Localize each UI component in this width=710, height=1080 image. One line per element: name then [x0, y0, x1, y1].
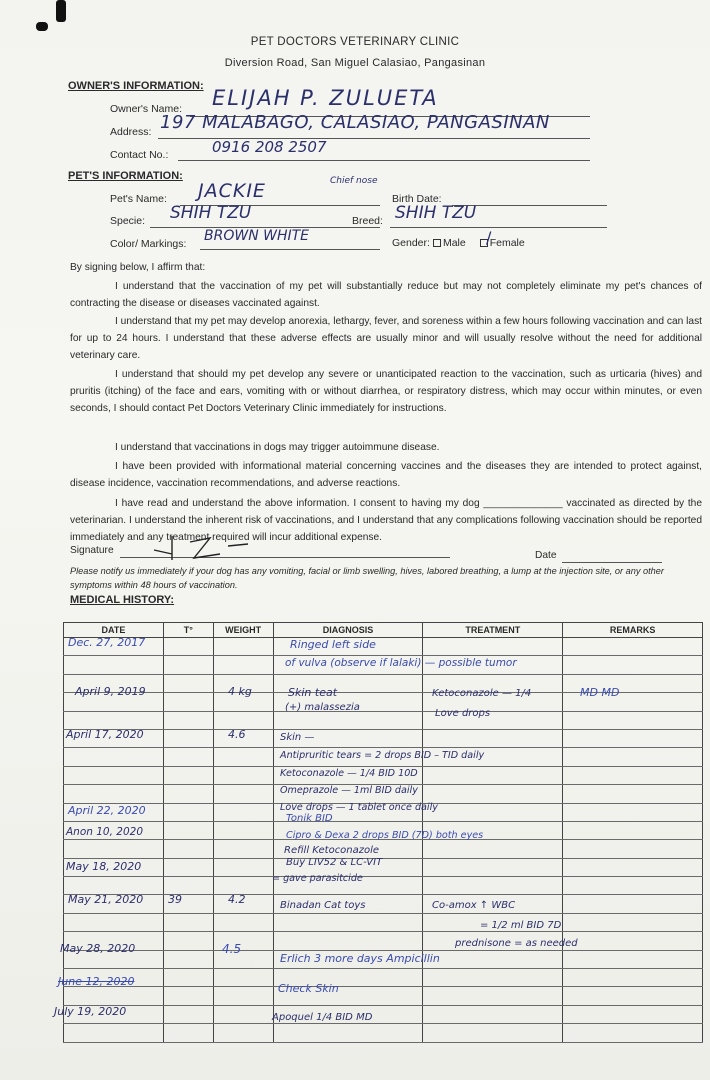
entry-date: Anon 10, 2020: [66, 826, 144, 838]
entry-date: May 18, 2020: [66, 860, 142, 873]
table-cell: [213, 656, 273, 674]
table-cell: [563, 913, 703, 931]
table-cell: [423, 858, 563, 876]
entry-treatment: Co-amox ↑ WBC: [432, 900, 516, 911]
clinic-address: Diversion Road, San Miguel Calasiao, Pangasinan: [224, 57, 486, 69]
entry-weight: 4.2: [228, 893, 246, 906]
consent-p4: [70, 439, 702, 456]
male-checkbox[interactable]: [433, 239, 441, 247]
table-cell: [64, 987, 164, 1005]
entry-diagnosis: Refill Ketoconazole: [284, 845, 380, 856]
breed-label: Breed:: [352, 215, 383, 227]
table-cell: [163, 821, 213, 839]
entry-diagnosis: (+) malassezia: [285, 702, 360, 713]
table-row: [64, 638, 703, 656]
entry-date: April 17, 2020: [66, 728, 144, 741]
table-cell: [64, 1024, 164, 1042]
consent-p6: I have read and understand the above information. I consent to having my dog ______________ vaccinated as directed by the veterinarian. I understand the inherent risk of vaccinations, and I understand that any complications following vaccination should be reported immediately and any treatment required will incur additional expense.: [70, 498, 702, 543]
consent-p6b-text: vaccinated as directed by the veterinarian. I understand the inherent risk of vaccinations, and I understand that any complications following vaccination should be reported immediately and any treatment required will incur additional expense.: [70, 498, 702, 543]
table-cell: [213, 1024, 273, 1042]
date-line: [562, 562, 662, 563]
breed-line: [390, 227, 607, 228]
entry-diagnosis: of vulva (observe if lalaki) — possible tumor: [285, 657, 517, 669]
table-cell: [213, 913, 273, 931]
table-cell: [563, 895, 703, 913]
table-cell: [163, 729, 213, 747]
header-treatment: TREATMENT: [423, 623, 563, 638]
entry-date: May 28, 2020: [60, 942, 136, 955]
table-row: [64, 895, 703, 913]
table-cell: [273, 1024, 423, 1042]
header-date: DATE: [64, 623, 164, 638]
scan-mark: [36, 22, 48, 31]
header-diagnosis: DIAGNOSIS: [273, 623, 423, 638]
entry-treatment: prednisone = as needed: [455, 938, 578, 949]
signature-drawing: [150, 532, 270, 562]
table-cell: [423, 766, 563, 784]
gender-field: [392, 237, 525, 249]
table-cell: [563, 1024, 703, 1042]
entry-diagnosis: Check Skin: [278, 982, 339, 995]
table-cell: [163, 913, 213, 931]
table-cell: [163, 803, 213, 821]
table-cell: [213, 987, 273, 1005]
entry-temp: 39: [168, 893, 182, 906]
entry-date: June 12, 2020: [58, 975, 135, 988]
table-cell: [64, 656, 164, 674]
owner-name-value: ELIJAH P. ZULUETA: [212, 86, 439, 110]
table-cell: [213, 821, 273, 839]
table-cell: [163, 638, 213, 656]
color-value: BROWN WHITE: [204, 228, 310, 244]
table-cell: [64, 766, 164, 784]
male-label: Male: [442, 237, 466, 249]
table-cell: [563, 766, 703, 784]
entry-diagnosis: Ringed left side: [290, 638, 376, 651]
table-cell: [163, 858, 213, 876]
table-row: [64, 913, 703, 931]
table-row: [64, 729, 703, 747]
table-cell: [163, 656, 213, 674]
entry-diagnosis: Antipruritic tears = 2 drops BID – TID daily: [280, 750, 485, 761]
table-cell: [213, 969, 273, 987]
entry-diagnosis: Skin teat: [288, 686, 338, 699]
consent-p6a-text: I have read and understand the above information. I consent to having my dog: [115, 498, 480, 509]
consent-intro: By signing below, I affirm that:: [70, 262, 206, 273]
entry-weight: 4.5: [222, 942, 242, 956]
consent-p3: [70, 366, 702, 417]
owner-section-title: OWNER'S INFORMATION:: [68, 80, 204, 92]
table-cell: [423, 729, 563, 747]
table-cell: [563, 877, 703, 895]
table-row: [64, 987, 703, 1005]
pet-name-note: Chief nose: [330, 176, 378, 186]
notification-note: Please notify us immediately if your dog has any vomiting, facial or limb swelling, hives, labored breathing, a lump at the injection site, or any other symptoms within 48 hours of vaccination.: [70, 566, 664, 590]
consent-p2: [70, 313, 702, 364]
entry-diagnosis: = gave parasitcide: [272, 873, 363, 884]
medical-section-title: MEDICAL HISTORY:: [70, 594, 175, 606]
color-label: Color/ Markings:: [110, 238, 187, 250]
owner-contact-line: [178, 160, 590, 161]
header-weight: WEIGHT: [213, 623, 273, 638]
table-header-row: [64, 623, 703, 638]
header-remarks: REMARKS: [563, 623, 703, 638]
table-row: [64, 969, 703, 987]
scan-mark: [56, 0, 66, 22]
entry-diagnosis: Tonik BID: [286, 813, 333, 824]
table-cell: [163, 748, 213, 766]
table-cell: [423, 1024, 563, 1042]
owner-name-label: Owner's Name:: [110, 103, 183, 115]
entry-diagnosis: Erlich 3 more days Ampicillin: [280, 952, 440, 965]
table-cell: [163, 950, 213, 968]
table-cell: [563, 656, 703, 674]
table-cell: [563, 840, 703, 858]
table-cell: [213, 785, 273, 803]
table-row: [64, 711, 703, 729]
table-cell: [163, 766, 213, 784]
table-cell: [163, 987, 213, 1005]
table-cell: [163, 969, 213, 987]
table-cell: [423, 638, 563, 656]
table-cell: [423, 987, 563, 1005]
entry-treatment: Ketoconazole — 1/4: [432, 688, 532, 699]
table-cell: [213, 1005, 273, 1023]
table-cell: [64, 913, 164, 931]
entry-diagnosis: Omeprazole — 1ml BID daily: [280, 785, 418, 796]
table-cell: [64, 748, 164, 766]
table-cell: [423, 803, 563, 821]
table-cell: [213, 766, 273, 784]
table-cell: [64, 785, 164, 803]
table-row: [64, 1005, 703, 1023]
consent-p1: [70, 278, 702, 312]
table-cell: [563, 729, 703, 747]
table-cell: [163, 840, 213, 858]
consent-p5-text: I have been provided with informational material concerning vaccines and the diseases they are intended to protect against, disease incidence, vaccination recommendations, and adverse reactions.: [70, 461, 702, 489]
table-cell: [163, 1005, 213, 1023]
consent-p4-text: I understand that vaccinations in dogs may trigger autoimmune disease.: [115, 442, 440, 453]
entry-diagnosis: Cipro & Dexa 2 drops BID (7D) both eyes: [286, 830, 484, 841]
table-cell: [563, 987, 703, 1005]
pet-section-title: PET'S INFORMATION:: [68, 170, 183, 182]
table-cell: [423, 969, 563, 987]
table-cell: [273, 913, 423, 931]
table-cell: [563, 1005, 703, 1023]
female-check-mark: /: [486, 228, 492, 247]
table-cell: [423, 877, 563, 895]
pet-name-label: Pet's Name:: [110, 193, 167, 205]
table-cell: [423, 785, 563, 803]
table-cell: [213, 748, 273, 766]
entry-date: Dec. 27, 2017: [68, 636, 146, 649]
table-cell: [563, 785, 703, 803]
female-label: Female: [489, 237, 525, 249]
table-row: [64, 932, 703, 950]
owner-address-label: Address:: [110, 126, 152, 138]
entry-diagnosis: Ketoconazole — 1/4 BID 10D: [280, 768, 418, 779]
consent-p1-text: I understand that the vaccination of my pet will substantially reduce but may not completely eliminate my pet's chances of contracting the disease or diseases vaccinated against.: [70, 281, 702, 309]
birth-date-label: Birth Date:: [392, 193, 442, 205]
header-temp: T°: [163, 623, 213, 638]
pet-name-value: JACKIE: [198, 180, 266, 202]
table-cell: [273, 711, 423, 729]
gender-label: Gender:: [392, 237, 430, 249]
entry-date: April 22, 2020: [68, 804, 146, 817]
table-row: [64, 877, 703, 895]
entry-date: April 9, 2019: [75, 685, 146, 698]
color-line: [200, 249, 380, 250]
table-cell: [213, 840, 273, 858]
consent-p2-text: I understand that my pet may develop anorexia, lethargy, fever, and soreness within a few hours following vaccination and can last for up to 24 hours. I understand that these adverse effects are usually minor and will usually resolve without the need for additional veterinary care.: [70, 316, 702, 361]
entry-date: May 21, 2020: [68, 893, 144, 906]
entry-treatment: Love drops: [435, 708, 491, 719]
table-cell: [563, 803, 703, 821]
table-cell: [213, 858, 273, 876]
table-cell: [213, 638, 273, 656]
owner-address-value: 197 MALABAGO, CALASIAO, PANGASINAN: [160, 112, 550, 133]
table-cell: [163, 785, 213, 803]
entry-weight: 4 kg: [228, 685, 252, 698]
entry-diagnosis: Buy LIV52 & LC-VIT: [286, 857, 383, 868]
table-cell: [423, 1005, 563, 1023]
table-cell: [273, 932, 423, 950]
entry-treatment: = 1/2 ml BID 7D: [480, 920, 562, 931]
table-row: [64, 1024, 703, 1042]
species-label: Specie:: [110, 215, 146, 227]
table-cell: [563, 969, 703, 987]
clinic-name: PET DOCTORS VETERINARY CLINIC: [250, 36, 460, 48]
table-cell: [563, 821, 703, 839]
table-cell: [163, 674, 213, 692]
species-value: SHIH TZU: [170, 203, 252, 223]
table-cell: [563, 638, 703, 656]
table-cell: [213, 711, 273, 729]
consent-p5: [70, 458, 702, 492]
entry-diagnosis: Apoquel 1/4 BID MD: [272, 1012, 373, 1023]
owner-contact-value: 0916 208 2507: [212, 138, 327, 156]
table-cell: [163, 711, 213, 729]
table-cell: [563, 950, 703, 968]
owner-contact-label: Contact No.:: [110, 149, 169, 161]
date-label: Date: [535, 550, 557, 561]
table-cell: [423, 840, 563, 858]
table-cell: [563, 932, 703, 950]
entry-date: July 19, 2020: [54, 1005, 127, 1018]
table-row: [64, 840, 703, 858]
entry-diagnosis: Binadan Cat toys: [280, 900, 366, 911]
table-cell: [563, 748, 703, 766]
table-cell: [423, 950, 563, 968]
consent-p3-text: I understand that should my pet develop any severe or unanticipated reaction to the vaccination, such as urticaria (hives) and pruritis (itching) of the face and ears, vomiting with or without diarrhea, or respiratory distress, which may occur within minutes, or even seconds, I should contact Pet Doctors Veterinary Clinic immediately for instructions.: [70, 369, 702, 414]
entry-diagnosis: Skin —: [280, 732, 315, 743]
table-row: [64, 858, 703, 876]
table-cell: [64, 711, 164, 729]
table-cell: [64, 840, 164, 858]
signature-label: Signature: [70, 545, 114, 556]
entry-diagnosis: Love drops — 1 tablet once daily: [280, 802, 438, 813]
table-cell: [163, 932, 213, 950]
table-cell: [163, 1024, 213, 1042]
table-cell: [163, 693, 213, 711]
table-cell: [563, 858, 703, 876]
table-cell: [213, 803, 273, 821]
entry-remarks: MD MD: [580, 686, 620, 699]
breed-value: SHIH TZU: [395, 203, 477, 223]
table-cell: [563, 711, 703, 729]
entry-weight: 4.6: [228, 728, 246, 741]
